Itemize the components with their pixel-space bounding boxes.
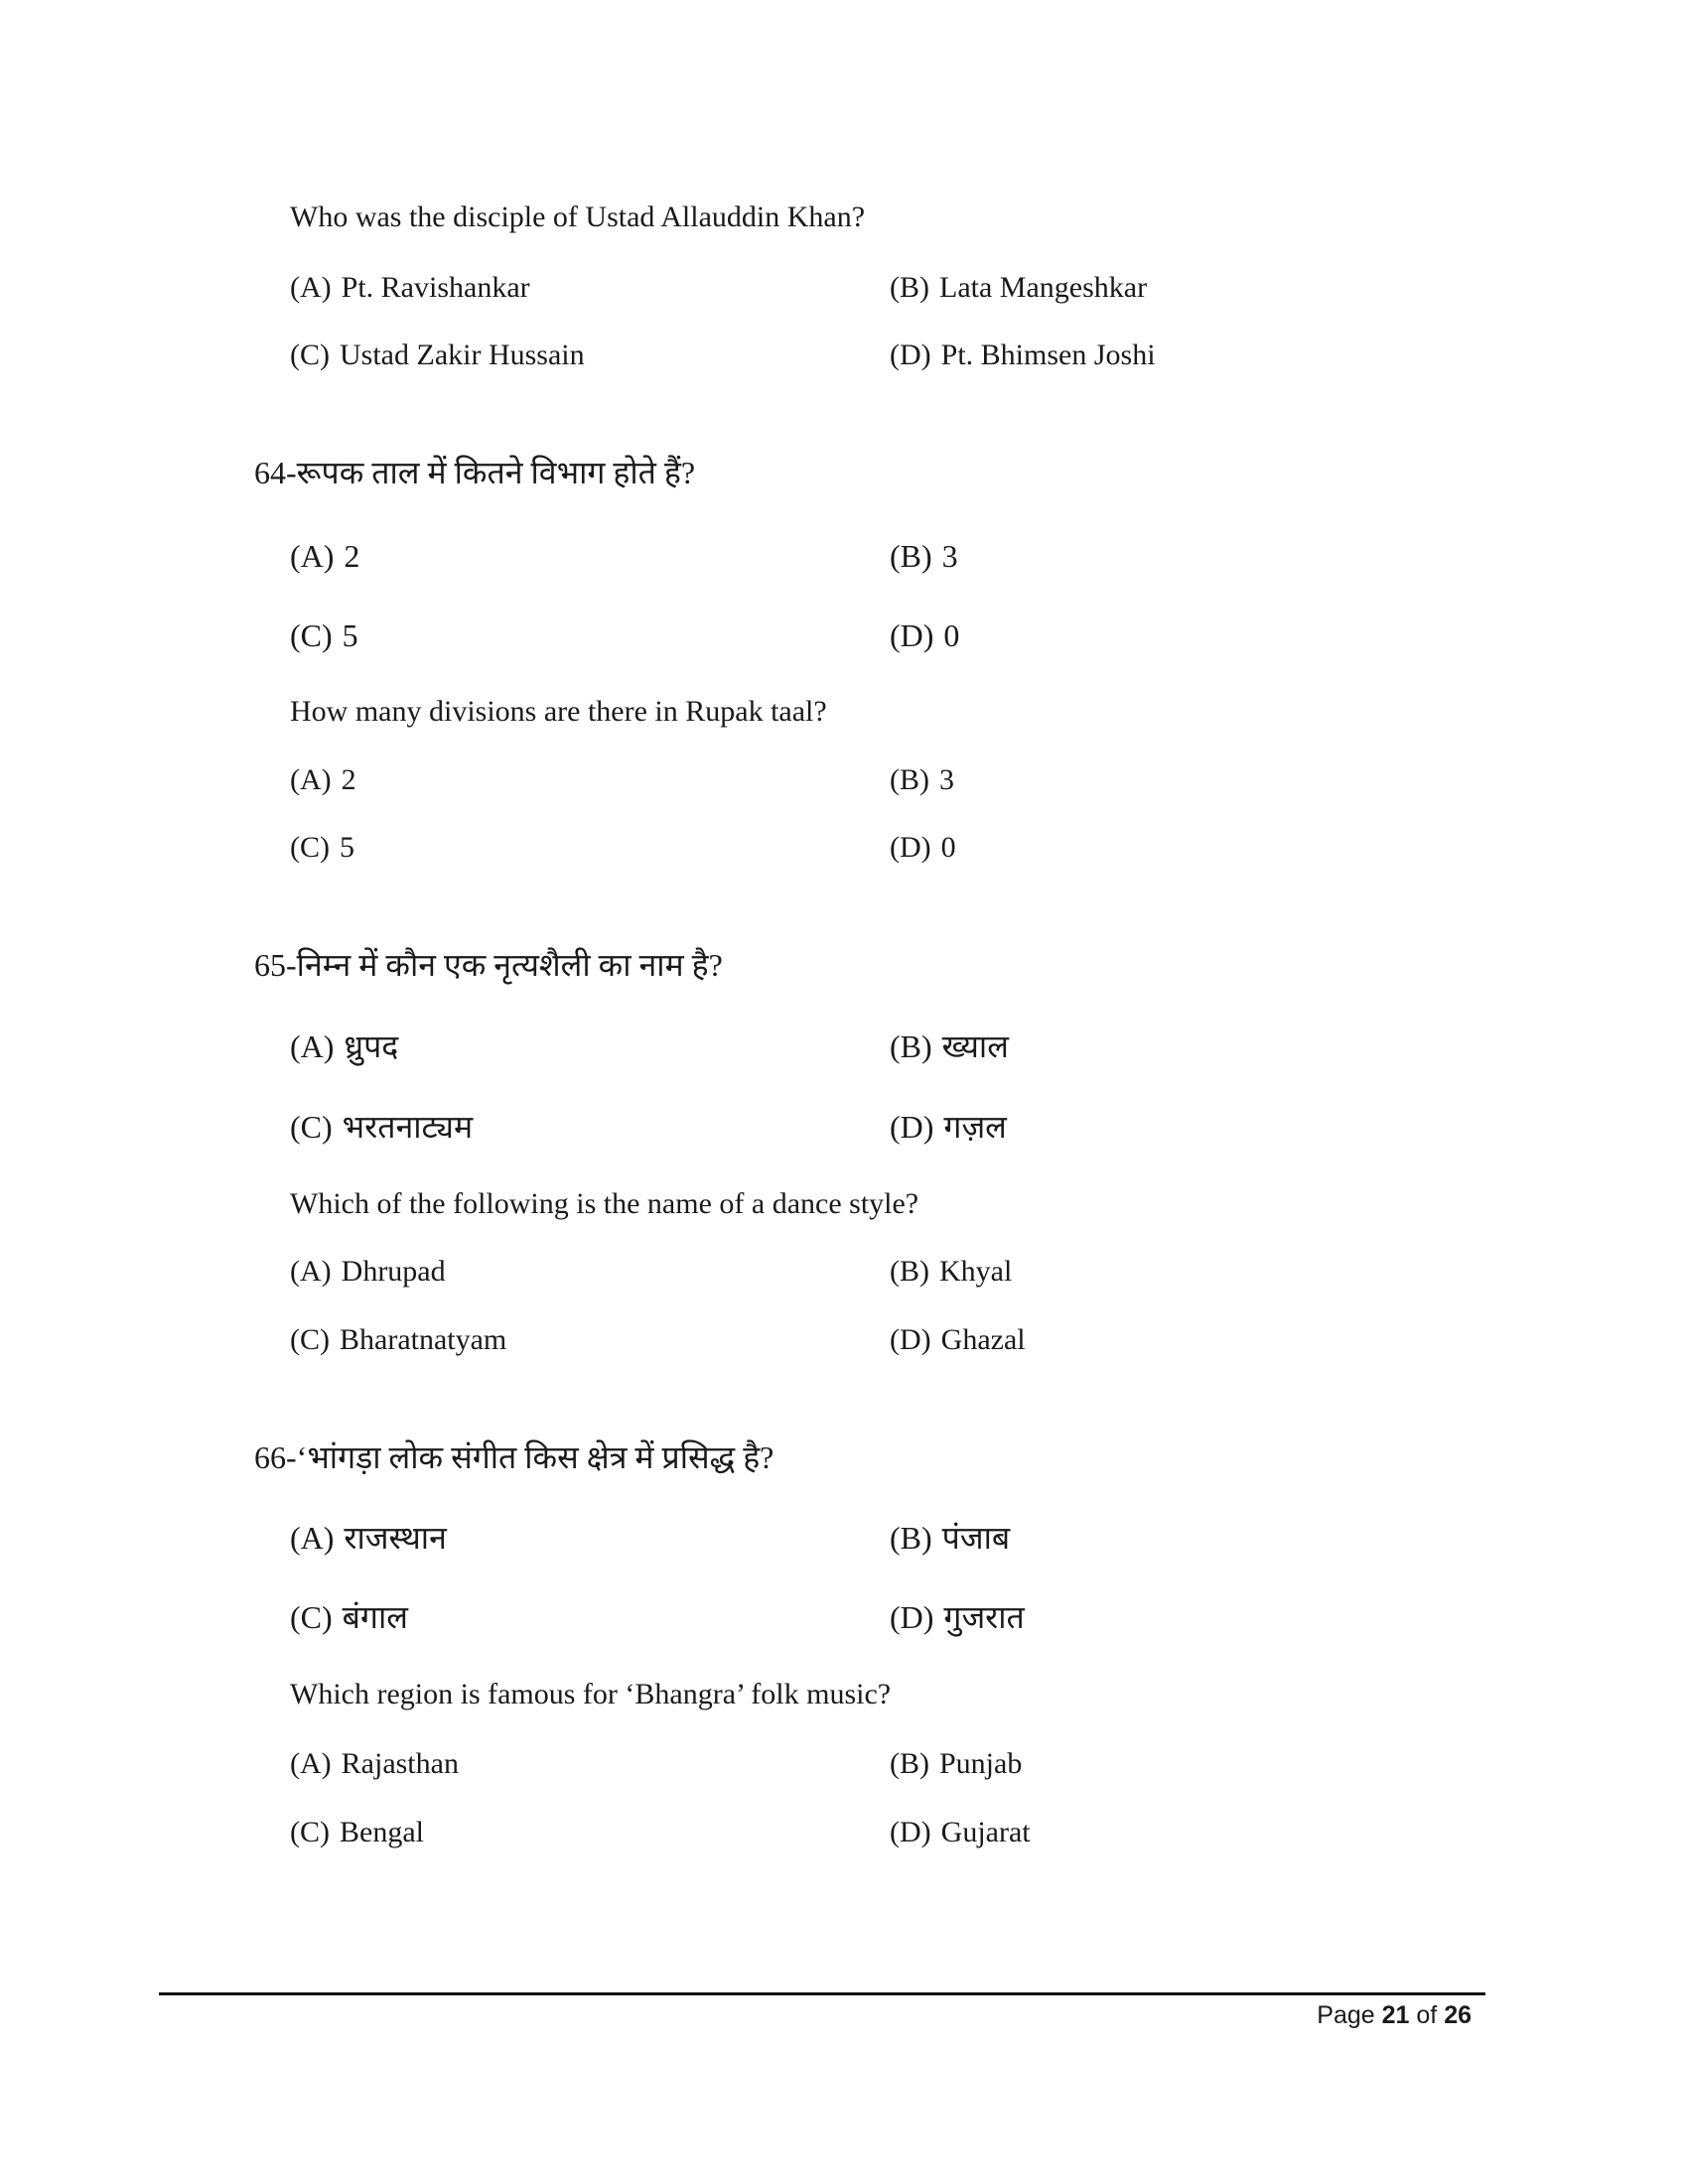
question-text: रूपक ताल में कितने विभाग होते हैं? <box>296 455 696 490</box>
option-text: Bharatnatyam <box>340 1323 507 1356</box>
option-c <box>290 1599 408 1635</box>
option-text: 0 <box>940 831 956 864</box>
option-c <box>290 1109 473 1145</box>
option-b <box>890 538 958 574</box>
question-text: Which of the following is the name of a dance style? <box>290 1187 919 1220</box>
option-label: (A) <box>290 1255 332 1288</box>
option-text: ख्याल <box>941 1028 1009 1064</box>
option-text: 2 <box>341 763 356 796</box>
option-text: 2 <box>344 538 360 574</box>
option-d <box>890 1109 1007 1145</box>
option-c <box>290 1815 424 1850</box>
option-label: (A) <box>290 538 335 574</box>
option-label: (A) <box>290 1028 335 1064</box>
option-label: (A) <box>290 763 332 796</box>
option-label: (D) <box>890 831 931 864</box>
option-label: (C) <box>290 617 333 653</box>
option-c <box>290 338 585 373</box>
option-d <box>890 1322 1026 1358</box>
option-text: भरतनाट्यम <box>342 1109 474 1145</box>
option-label: (D) <box>890 1109 934 1145</box>
question-text: ‘भांगड़ा लोक संगीत किस क्षेत्र में प्रसिद्ध है? <box>296 1439 774 1475</box>
option-label: (D) <box>890 339 931 371</box>
option-text: Pt. Bhimsen Joshi <box>940 339 1156 371</box>
option-b <box>890 1028 1009 1064</box>
question-hindi <box>254 455 695 490</box>
option-label: (A) <box>290 271 332 304</box>
option-label: (B) <box>890 1255 929 1288</box>
option-text: 0 <box>943 617 960 653</box>
option-text: 3 <box>941 538 958 574</box>
option-label: (D) <box>890 617 934 653</box>
page-number <box>1317 2001 1472 2030</box>
question-hindi <box>254 947 723 983</box>
option-a <box>290 1520 447 1556</box>
question-number: 64- <box>254 455 297 490</box>
option-a <box>290 270 530 306</box>
option-b <box>890 1746 1022 1782</box>
option-label: (C) <box>290 1109 333 1145</box>
current-page: 21 <box>1381 2001 1410 2029</box>
option-text: Ghazal <box>940 1323 1026 1356</box>
footer-divider <box>159 1992 1485 1995</box>
option-text: Bengal <box>340 1816 424 1848</box>
question-number: 66- <box>254 1439 297 1475</box>
option-text: 5 <box>342 617 358 653</box>
option-c <box>290 1322 506 1358</box>
option-d <box>890 338 1156 373</box>
option-label: (B) <box>890 1747 929 1780</box>
option-label: (B) <box>890 1520 932 1556</box>
option-text: गुजरात <box>943 1599 1025 1635</box>
option-text: बंगाल <box>342 1599 408 1635</box>
option-b <box>890 270 1147 306</box>
option-a <box>290 1028 398 1064</box>
option-text: Pt. Ravishankar <box>341 271 530 304</box>
option-a <box>290 1254 446 1290</box>
option-text: Gujarat <box>940 1816 1031 1848</box>
option-d <box>890 830 956 866</box>
option-text: Ustad Zakir Hussain <box>340 339 585 371</box>
option-label: (C) <box>290 1599 333 1635</box>
of-word: of <box>1416 2001 1438 2029</box>
option-text: Rajasthan <box>341 1747 459 1780</box>
option-b <box>890 1254 1012 1290</box>
option-d <box>890 1599 1025 1635</box>
question-text: How many divisions are there in Rupak taal? <box>290 695 827 728</box>
option-label: (D) <box>890 1816 931 1848</box>
option-text: Lata Mangeshkar <box>939 271 1148 304</box>
option-text: Punjab <box>939 1747 1023 1780</box>
question-text: निम्न में कौन एक नृत्यशैली का नाम है? <box>296 947 723 983</box>
option-a <box>290 538 359 574</box>
option-label: (A) <box>290 1747 332 1780</box>
option-text: गज़ल <box>943 1109 1007 1145</box>
option-c <box>290 617 358 653</box>
question-hindi <box>254 1439 774 1475</box>
option-text: पंजाब <box>941 1520 1011 1556</box>
option-text: 3 <box>939 763 954 796</box>
option-c <box>290 830 354 866</box>
option-text: Khyal <box>939 1255 1013 1288</box>
option-d <box>890 1815 1031 1850</box>
page-word: Page <box>1317 2001 1375 2029</box>
option-b <box>890 1520 1010 1556</box>
question-text: Which region is famous for ‘Bhangra’ folk music? <box>290 1678 892 1710</box>
option-d <box>890 617 959 653</box>
option-text: ध्रुपद <box>344 1028 399 1064</box>
option-a <box>290 1746 459 1782</box>
option-label: (C) <box>290 831 330 864</box>
option-b <box>890 762 954 798</box>
option-text: Dhrupad <box>341 1255 446 1288</box>
option-label: (A) <box>290 1520 335 1556</box>
option-label: (B) <box>890 271 929 304</box>
option-label: (C) <box>290 1323 330 1356</box>
option-label: (D) <box>890 1323 931 1356</box>
question-text: Who was the disciple of Ustad Allauddin Khan? <box>290 201 866 233</box>
option-label: (B) <box>890 538 932 574</box>
option-label: (C) <box>290 339 330 371</box>
option-text: 5 <box>340 831 354 864</box>
total-pages: 26 <box>1444 2001 1472 2029</box>
question-number: 65- <box>254 947 297 983</box>
option-label: (D) <box>890 1599 934 1635</box>
option-label: (B) <box>890 1028 932 1064</box>
option-text: राजस्थान <box>344 1520 447 1556</box>
option-label: (C) <box>290 1816 330 1848</box>
option-a <box>290 762 356 798</box>
option-label: (B) <box>890 763 929 796</box>
